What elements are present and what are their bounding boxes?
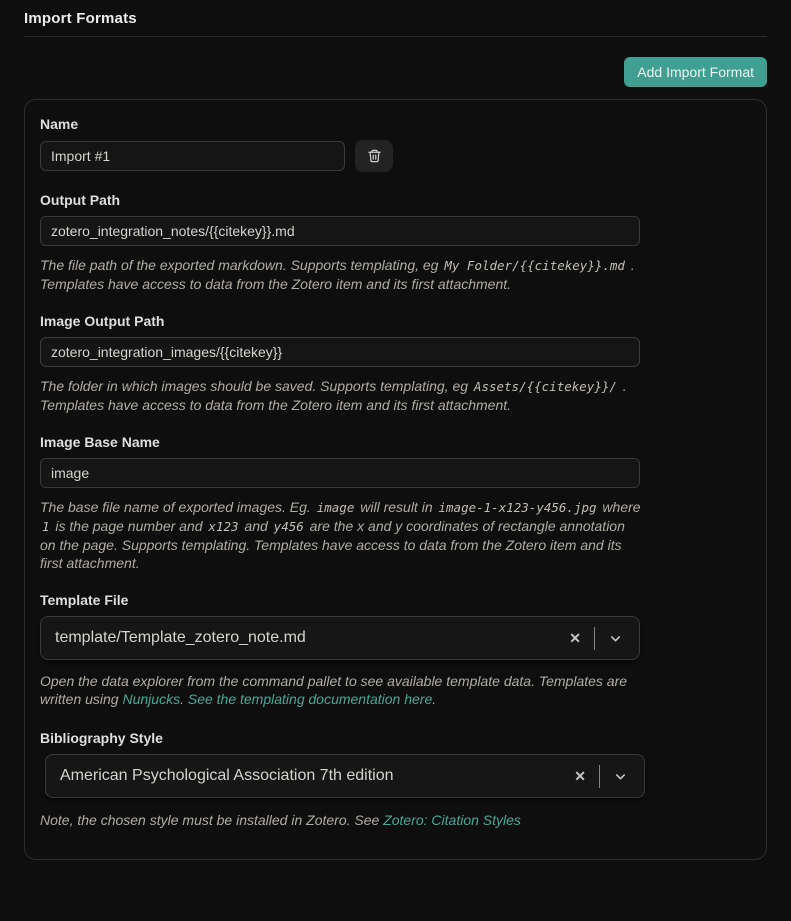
template-file-label: Template File bbox=[40, 592, 129, 608]
template-file-field-group bbox=[40, 592, 751, 708]
image-output-path-description bbox=[40, 377, 642, 414]
bibliography-style-select[interactable] bbox=[45, 754, 645, 798]
desc-text: where bbox=[598, 499, 641, 515]
name-field-group bbox=[40, 116, 751, 172]
select-separator bbox=[594, 627, 595, 650]
desc-text: Note, the chosen style must be installed in Zotero. See bbox=[40, 812, 384, 828]
desc-code: My Folder/{{citekey}}.md bbox=[444, 258, 625, 273]
desc-text: The folder in which images should be saved. Supports templating, eg bbox=[40, 378, 472, 394]
image-base-name-input[interactable] bbox=[40, 458, 640, 488]
templating-documentation-link[interactable]: See the templating documentation here bbox=[187, 691, 433, 707]
desc-text: . Templates have access to data from the Zotero item and its first attachment. bbox=[40, 378, 627, 413]
output-path-field-group bbox=[40, 192, 751, 293]
template-file-select[interactable] bbox=[40, 616, 640, 660]
desc-code: image-1-x123-y456.jpg bbox=[438, 500, 597, 515]
image-output-path-label: Image Output Path bbox=[40, 313, 165, 329]
desc-text: . bbox=[432, 691, 437, 707]
desc-text: is the page number and bbox=[51, 518, 207, 534]
add-import-format-button[interactable]: Add Import Format bbox=[624, 57, 767, 87]
desc-text: are the x and y coordinates of rectangle annotation on the page. Supports templating. Templates have access to data from the Zotero item and its first attachment. bbox=[40, 518, 625, 571]
bibliography-style-label: Bibliography Style bbox=[40, 730, 163, 746]
desc-text: . bbox=[180, 691, 188, 707]
delete-import-format-button[interactable] bbox=[355, 140, 393, 172]
output-path-description bbox=[40, 256, 642, 293]
desc-text: . Templates have access to data from the Zotero item and its first attachment. bbox=[40, 257, 635, 292]
desc-text: and bbox=[240, 518, 272, 534]
name-row bbox=[40, 140, 751, 172]
nunjucks-link[interactable]: Nunjucks bbox=[122, 691, 181, 707]
select-separator bbox=[599, 765, 600, 788]
bibliography-style-field-group bbox=[40, 730, 751, 829]
chevron-down-icon[interactable] bbox=[595, 631, 629, 646]
import-format-card bbox=[24, 99, 767, 860]
image-base-name-description bbox=[40, 498, 642, 572]
desc-code: y456 bbox=[273, 519, 304, 534]
template-file-value: template/Template_zotero_note.md bbox=[55, 629, 306, 646]
desc-text: The file path of the exported markdown. Supports templating, eg bbox=[40, 257, 443, 273]
clear-icon[interactable]: ✕ bbox=[569, 629, 581, 646]
desc-code: x123 bbox=[208, 519, 239, 534]
output-path-input[interactable] bbox=[40, 216, 640, 246]
image-base-name-field-group bbox=[40, 434, 751, 572]
page-title: Import Formats bbox=[24, 10, 137, 27]
bibliography-style-note bbox=[40, 811, 642, 829]
name-label: Name bbox=[40, 116, 79, 132]
desc-text: will result in bbox=[356, 499, 437, 515]
trash-icon bbox=[367, 148, 382, 164]
name-input[interactable] bbox=[40, 141, 345, 171]
zotero-citation-styles-link[interactable]: Zotero: Citation Styles bbox=[383, 812, 521, 828]
toolbar bbox=[24, 57, 767, 87]
image-output-path-input[interactable] bbox=[40, 337, 640, 367]
desc-code: 1 bbox=[42, 519, 50, 534]
desc-code: image bbox=[316, 500, 355, 515]
desc-text: The base file name of exported images. Eg. bbox=[40, 499, 315, 515]
desc-text: Open the data explorer from the command pallet to see available template data. Templates are written using bbox=[40, 673, 628, 707]
image-base-name-label: Image Base Name bbox=[40, 434, 160, 450]
desc-code: Assets/{{citekey}}/ bbox=[473, 379, 617, 394]
image-output-path-field-group bbox=[40, 313, 751, 414]
header-divider bbox=[24, 36, 767, 37]
template-file-description bbox=[40, 672, 642, 708]
chevron-down-icon[interactable] bbox=[600, 769, 634, 784]
output-path-label: Output Path bbox=[40, 192, 121, 208]
clear-icon[interactable]: ✕ bbox=[574, 767, 586, 784]
bibliography-style-value: American Psychological Association 7th edition bbox=[60, 767, 394, 784]
